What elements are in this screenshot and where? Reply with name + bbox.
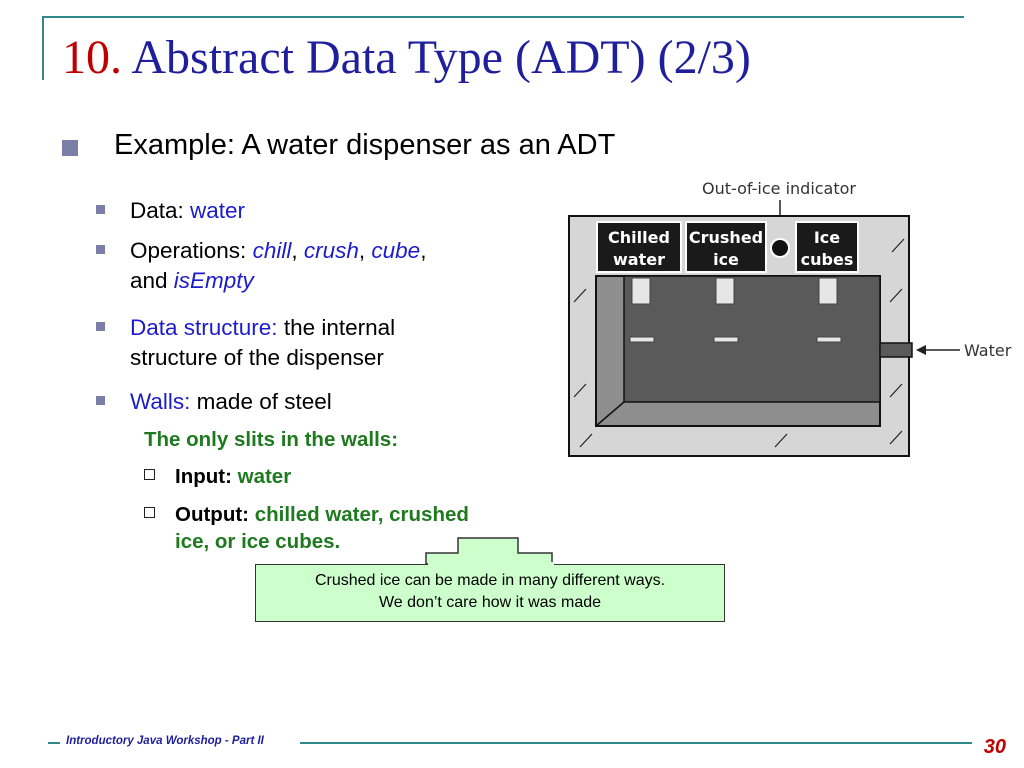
footer-line-left	[48, 742, 60, 744]
main-bullet-text: Example: A water dispenser as an ADT	[114, 129, 616, 161]
data-label: Data:	[130, 198, 191, 223]
footer-text: Introductory Java Workshop - Part II	[66, 735, 264, 747]
checkbox-bullet-icon	[144, 507, 155, 518]
chilled-water-label-2: water	[613, 250, 665, 269]
square-bullet-icon	[96, 205, 105, 214]
operations-label: Operations:	[130, 238, 253, 263]
square-bullet-icon	[96, 322, 105, 331]
bullet-operations: Operations: chill, crush, cube, and isEmpty	[96, 236, 526, 296]
crushed-ice-button	[686, 222, 766, 272]
bullet-data-structure	[96, 313, 526, 373]
operations-and: and	[130, 267, 174, 293]
callout-box	[255, 564, 725, 622]
input-label: Input:	[175, 465, 232, 488]
data-value: water	[190, 198, 246, 223]
data-structure-text-2: structure of the dispenser	[130, 344, 384, 370]
square-bullet-icon	[96, 396, 105, 405]
title-frame-left	[42, 16, 44, 80]
out-of-ice-indicator-label: Out-of-ice indicator	[702, 179, 856, 198]
crushed-ice-label-1: Crushed	[688, 228, 764, 247]
out-of-ice-indicator-light	[771, 239, 789, 257]
chilled-water-label-1: Chilled	[608, 228, 670, 247]
ice-cubes-label-2: cubes	[800, 250, 854, 269]
slits-heading: The only slits in the walls:	[144, 428, 399, 451]
callout-line-2: We don’t care how it was made	[378, 593, 602, 611]
chilled-water-button	[597, 222, 681, 272]
input-value: water	[231, 465, 292, 488]
callout-line-1: Crushed ice can be made in many different ways.	[314, 572, 666, 589]
water-dispenser-diagram	[560, 172, 1020, 464]
title-frame-top	[42, 16, 964, 18]
output-value-2: ice, or ice cubes.	[175, 529, 341, 553]
page-number: 30	[983, 736, 1006, 758]
square-bullet-icon	[62, 140, 78, 156]
op-crush: crush	[303, 238, 359, 263]
output-label: Output:	[175, 503, 249, 526]
callout-seam	[428, 562, 554, 566]
walls-text: made of steel	[190, 389, 332, 414]
walls-label: Walls:	[130, 389, 191, 414]
footer-line-right	[300, 742, 972, 744]
slide-title-text: Abstract Data Type (ADT) (2/3)	[131, 31, 751, 84]
slide-title	[62, 31, 751, 84]
op-chill: chill	[252, 238, 292, 263]
main-bullet	[62, 128, 615, 163]
checkbox-bullet-icon	[144, 469, 155, 480]
ice-cubes-button	[796, 222, 858, 272]
data-structure-label: Data structure:	[130, 315, 278, 340]
op-cube: cube	[371, 238, 421, 263]
square-bullet-icon	[96, 245, 105, 254]
bullet-walls	[96, 387, 526, 417]
output-value-1: chilled water, crushed	[249, 503, 469, 526]
ice-cubes-label-1: Ice	[813, 228, 841, 247]
crushed-ice-label-2: ice	[713, 250, 739, 269]
water-inlet-label: Water	[964, 341, 1012, 360]
data-structure-text-1: the internal	[277, 315, 396, 340]
op-isempty: isEmpty	[173, 267, 254, 293]
slide-title-number: 10.	[62, 31, 122, 84]
slit-input	[144, 464, 564, 491]
bullet-data	[96, 196, 516, 226]
